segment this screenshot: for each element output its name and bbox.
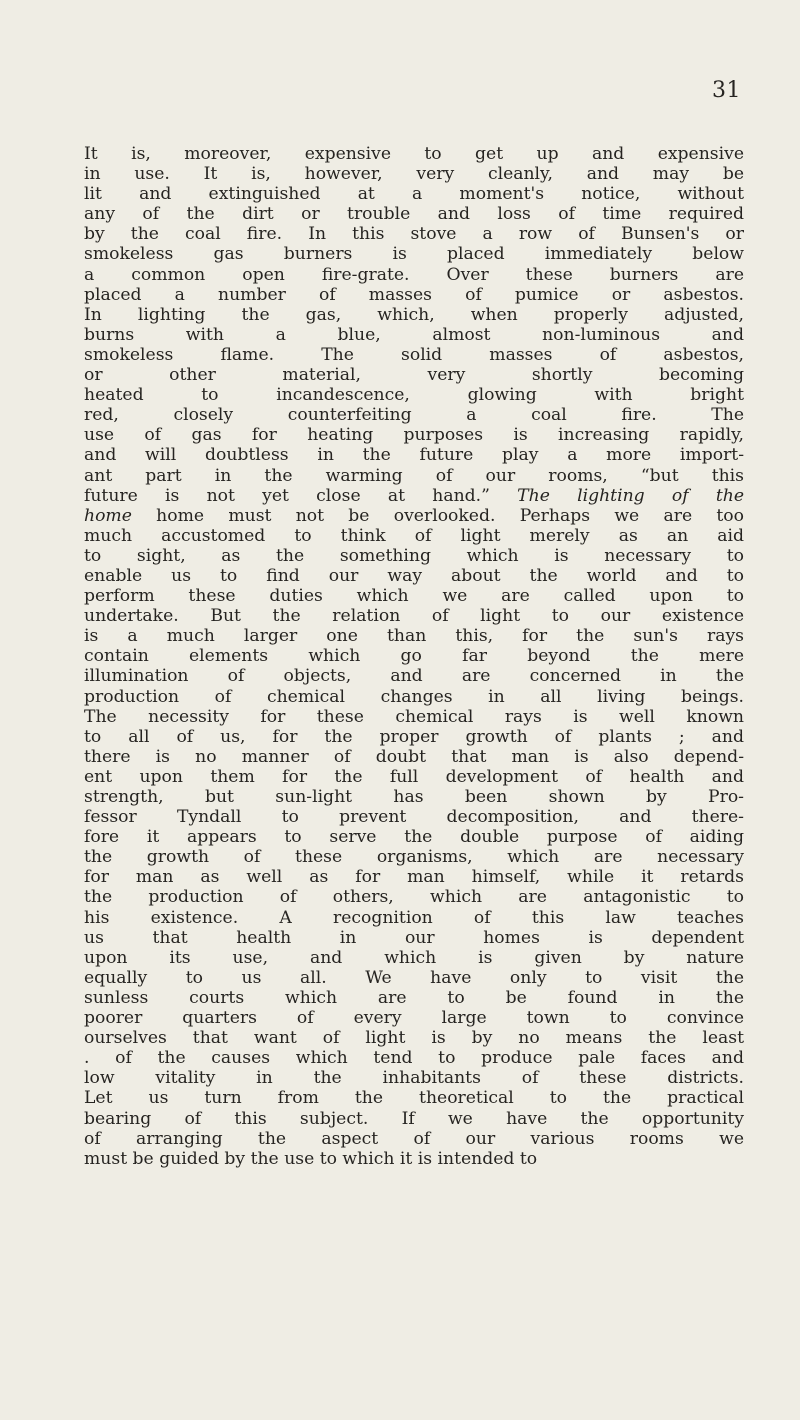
text-line: The necessity for these chemical rays is well known (84, 706, 744, 727)
text-line: undertake. But the relation of light to our existence (84, 606, 744, 627)
text-line: bearing of this subject. If we have the opportunity (84, 1108, 744, 1129)
text-segment: home must not be overlooked. Perhaps we are too (156, 505, 744, 526)
text-line: to all of us, for the proper growth of plants ; and (84, 726, 744, 747)
text-line-with-italic (84, 486, 744, 506)
text-line: us that health in our homes is dependent (84, 927, 744, 948)
text-line: enable us to find our way about the world and to (84, 565, 744, 586)
text-line-with-italic (84, 506, 744, 526)
text-line: placed a number of masses of pumice or asbestos. (84, 284, 744, 305)
text-line: ourselves that want of light is by no means the least (84, 1028, 744, 1049)
text-line: or other material, very shortly becoming (84, 365, 744, 386)
text-line: smokeless flame. The solid masses of asbestos, (84, 344, 744, 365)
text-line: red, closely counterfeiting a coal fire. The (84, 405, 744, 426)
text-line: contain elements which go far beyond the mere (84, 646, 744, 667)
text-line: a common open fire-grate. Over these burners are (84, 264, 744, 285)
text-line: equally to us all. We have only to visit the (84, 967, 744, 988)
text-line: much accustomed to think of light merely as an aid (84, 525, 744, 546)
text-line: use of gas for heating purposes is increasing rapidly, (84, 425, 744, 446)
text-line: illumination of objects, and are concerned in the (84, 666, 744, 687)
text-line: for man as well as for man himself, while it retards (84, 867, 744, 888)
text-line: in use. It is, however, very cleanly, and may be (84, 164, 744, 185)
text-line: Let us turn from the theoretical to the practical (84, 1088, 744, 1109)
text-line: the growth of these organisms, which are necessary (84, 847, 744, 868)
text-line: production of chemical changes in all living beings. (84, 686, 744, 707)
text-line: burns with a blue, almost non-luminous and (84, 324, 744, 345)
text-line: In lighting the gas, which, when properly adjusted, (84, 304, 744, 325)
text-line: is a much larger one than this, for the sun's rays (84, 626, 744, 647)
text-line: low vitality in the inhabitants of these districts. (84, 1068, 744, 1089)
text-line: strength, but sun-light has been shown by Pro- (84, 787, 744, 807)
text-line: ent upon them for the full development of health and (84, 766, 744, 787)
text-line: lit and extinguished at a moment's notice, without (84, 184, 744, 205)
text-segment: future is not yet close at hand.” (84, 485, 490, 506)
text-line: . of the causes which tend to produce pale faces and (84, 1048, 744, 1069)
text-line: ant part in the warming of our rooms, “but this (84, 465, 744, 486)
text-line: there is no manner of doubt that man is also depend- (84, 746, 744, 767)
text-line: the production of others, which are antagonistic to (84, 887, 744, 908)
text-line: his existence. A recognition of this law teaches (84, 907, 744, 928)
text-line: by the coal fire. In this stove a row of Bunsen's or (84, 224, 744, 245)
text-line: upon its use, and which is given by nature (84, 947, 744, 968)
text-line: to sight, as the something which is necessary to (84, 545, 744, 566)
text-line: fessor Tyndall to prevent decomposition, and there- (84, 807, 744, 828)
text-line: must be guided by the use to which it is intended to (84, 1148, 538, 1169)
text-line: sunless courts which are to be found in the (84, 987, 744, 1008)
body-text (84, 144, 744, 1169)
text-line: of arranging the aspect of our various rooms we (84, 1128, 744, 1149)
text-line: poorer quarters of every large town to convince (84, 1008, 744, 1029)
text-line: It is, moreover, expensive to get up and expensive (84, 144, 744, 164)
italic-title: The lighting of the (517, 485, 744, 506)
page-number: 31 (712, 78, 741, 103)
text-line: and will doubtless in the future play a more import- (84, 445, 744, 466)
text-line: any of the dirt or trouble and loss of time required (84, 204, 744, 225)
text-line: fore it appears to serve the double purpose of aiding (84, 827, 744, 848)
italic-title: home (84, 505, 132, 526)
text-line: smokeless gas burners is placed immediately below (84, 244, 744, 265)
text-line: heated to incandescence, glowing with bright (84, 385, 744, 406)
text-line: perform these duties which we are called upon to (84, 586, 744, 607)
